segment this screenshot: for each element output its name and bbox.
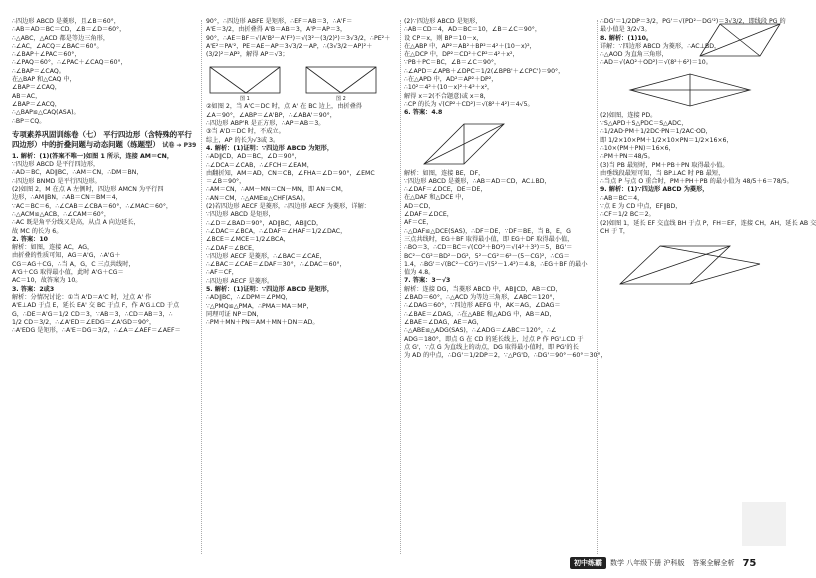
brand-logo: 初中练霸 — [570, 557, 606, 569]
text-line: ∴CP 的长为 √(CP²＋CD²)＝√(8²＋4²)＝4√5。 — [404, 100, 534, 108]
text-line: ∠BAP＝∠ACQ， — [12, 100, 61, 108]
text-line: 解析：连接 DG，当菱形 ABCD 中，AB∥CD，AB＝CD， — [404, 285, 562, 293]
text-line: ∴△AOD 为直角三角形， — [600, 51, 668, 59]
text-line: ∴AD∥CD，AD＝BC，∠D＝90°， — [206, 153, 301, 161]
text-line: ∴四边形 ABCD 是菱形，且∠B＝60°， — [12, 18, 120, 25]
column-4 — [600, 18, 816, 556]
text-line: 90°，∴AE＝BF＝√(A'B²－A'F²)＝√(3²－(3/2)²)＝3√3/2，∴PE²＋ — [206, 34, 391, 42]
text-line: ∵点 E 为 CD 中点，EF∥BD， — [600, 203, 682, 211]
text-line: ∴四边形 AECF 是菱形。 — [206, 277, 274, 285]
text-line: ∵△PMQ≌△PMA，∴PMA＝MA＝MP， — [206, 302, 313, 310]
text-line: ②如图 2，当 A'C＝DC 时，点 A' 在 BC 边上，由折叠得 — [206, 103, 362, 111]
text-line: ∴∠BAC＝∠CAE＝∠DAF＝30°，∴∠DAC＝60°， — [206, 261, 346, 269]
text-line: ∴PM＋MN＋PN＝AM＋MN＋DN＝AD。 — [206, 319, 319, 327]
svg-text:图 1: 图 1 — [240, 96, 250, 103]
text-line: ∴AD∥BC，∴∠DPM＝∠PMQ， — [206, 294, 292, 302]
watermark-icon — [740, 500, 788, 548]
text-line: ∴∠DAF＝∠BCE， — [206, 244, 259, 252]
text-line: ∠BAE＝∠DAG，AE＝AG， — [404, 318, 483, 326]
text-line: A'E²＝PA'²，PE＝AE－AP＝3√3/2－AP，∴(3√3/2－AP)²＋ — [206, 42, 373, 50]
text-line: ∴四边形 BNMD 是平行四边形。 — [12, 177, 101, 185]
text-line: 8. 解析：(1)10。 — [600, 34, 653, 42]
text-line: A'E＝3/2，由折叠得 A'B＝AB＝3，A'P＝AP＝3， — [206, 26, 347, 34]
text-line: ∴AN＝CM，∴△AME≌△CHF(ASA)。 — [206, 194, 310, 202]
section-title: 专项素养巩固训练卷（七） 平行四边形（含特殊的平行四边形）中的折叠问题与动态问题（练题型） 试卷 ➔ P39 — [12, 129, 197, 149]
text-line: ∴AD＝√(AO²＋OD²)＝√(8²＋6²)＝10。 — [600, 59, 712, 67]
text-line: (3)当 PB 最短时，PM＋PB＋PN 取得最小值。 — [600, 161, 729, 169]
text-line: ∴10²＝4²＋(10－x)²＋4²＋x²， — [404, 84, 494, 92]
text-line: (2)若四边形 AECF 是菱形，∴四边形 AECF 为菱形，详解： — [206, 203, 370, 211]
text-line: ∵四边形 AECF 是菱形，∴∠BAC＝∠CAE， — [206, 252, 326, 260]
text-line: ∴PM＋PN＝48/5。 — [600, 153, 654, 161]
text-line: (2)如图 2，M 在点 A 左侧时，四边形 AMCN 为平行四 — [12, 186, 164, 194]
text-line: 点 G'，∵点 G 为直线上的动点，DG 取得最小值时，即 PG'的长 — [404, 343, 579, 351]
book-info: 数学 八年级下册 沪科版 — [610, 559, 685, 567]
text-line: AD＝CD， — [404, 202, 435, 210]
text-line: ∴AM＝CN，∴AM－MN＝CN－MN，即 AN＝CM， — [206, 186, 348, 194]
column-3 — [404, 18, 607, 556]
text-line: CH 于 T， — [600, 227, 630, 235]
text-line: AF＝CE， — [404, 219, 433, 227]
text-line: ∴∠DAG＝60°，∵四边形 AEFG 中，AK＝AG，∠DAG＝ — [404, 302, 561, 310]
svg-text:图 2: 图 2 — [336, 96, 346, 103]
text-line: ∴∠DAF＝∠DCE，DE＝DE， — [404, 186, 487, 194]
text-line: AB＝AC， — [12, 92, 42, 100]
text-line: ∠BAD＝60°，∴△ACD 为等边三角形，∠ABC＝120°， — [404, 294, 559, 302]
text-line: 设 CP＝x，则 BP＝10－x， — [404, 34, 483, 42]
text-line: 即 1/2×10×PM＋1/2×10×PN＝1/2×16×6， — [600, 136, 733, 144]
text-line: A'E⊥AD 于点 E，延长 EA' 交 BC 于点 F，作 A'G⊥CD 于点 — [12, 302, 180, 310]
section-ref: 试卷 ➔ P39 — [162, 141, 197, 149]
text-line: ∴当点 P 与点 O 重合时，PM＋PH＋PB 的最小值为 48/5＋6＝78/5。 — [600, 178, 793, 186]
text-line: G，∴DE＝A'G＝1/2 CD＝3，∵AB＝3，∴CD＝AB＝3，∴ — [12, 310, 173, 318]
text-line: ∵S△APD＋S△PDC＝S△ADC， — [600, 120, 688, 128]
text-line: (2)∵四边形 ABCD 是矩形， — [404, 18, 482, 25]
text-line: ＝∠B＝90°， — [206, 178, 246, 186]
text-line: 为 AD 的中点，∴DG'＝1/2DP＝2，∵△PG'D，∴DG'＝90°－60°＝30°， — [404, 352, 607, 360]
column-divider — [201, 20, 202, 554]
figure-rhombus — [404, 120, 524, 168]
column-divider — [597, 20, 598, 554]
text-line: ∴△ACM≌△ACB，∴∠CAM＝60°， — [12, 210, 111, 218]
text-line: ∴△BAP≌△CAQ(ASA)。 — [12, 109, 80, 117]
text-line: ∴∠DCA＝∠CAB，∴∠FCH＝∠EAM， — [206, 161, 313, 169]
text-line: ∴∠BAP＝∠CAQ。 — [12, 67, 65, 75]
text-line: 边形，∴AM∥BN，∴AB＝CN＝BM＝4， — [12, 194, 122, 202]
answers-label: 答案全解全析 — [692, 559, 735, 567]
text-line: ∴CF＝1/2 BC＝2。 — [600, 211, 655, 219]
text-line: ∵PB＋PC＝BC，∠B＝∠C＝90°， — [404, 59, 501, 67]
text-line: BC²－CG²＝BD²－DG²，5²－CG²＝6²－(5－CG)²，∴CG＝ — [404, 252, 570, 260]
text-line: ∴∠AC，∠ACQ＝∠BAC＝60°。 — [12, 42, 103, 50]
text-line: ADG＝180°，即点 G 在 CD 的延长线上，过点 P 作 PG'⊥CD 于 — [404, 335, 584, 343]
text-line: ∴AD＝BC，AD∥BC，∴AM＝CN，∴DM＝BN， — [12, 169, 143, 177]
text-line: ∠A＝90°，∠ABP＝∠A'BP，∴∠ABA'＝90°， — [206, 111, 336, 119]
text-line: 3. 答案：2或3 — [12, 285, 55, 293]
text-line: CG＝AG＋CG，∴当 A，G，C 三点共线时， — [12, 260, 135, 268]
text-line: 6. 答案：4.8 — [404, 109, 443, 117]
text-line: ∴10×(PM＋PN)＝16×6， — [600, 144, 675, 152]
text-line: ∴△ABC，△ACD 都是等边三角形， — [12, 34, 110, 42]
text-line: ∴BO＝3，∴CD＝BC＝√(CO²＋BO²)＝√(4²＋3²)＝5，BG'＝ — [404, 244, 573, 252]
text-line: 详解：∵四边形 ABCD 为菱形，∴AC⊥BD， — [600, 42, 721, 50]
text-line: ③当 A'D＝DC 时，不成立。 — [206, 128, 285, 136]
text-line: ∠BAP＝∠CAQ， — [12, 84, 61, 92]
text-line: ∴△DAF≌△DCE(SAS)，∴DF＝DE，∵DF＝BE，当 B，E，G — [404, 227, 571, 235]
text-line: 在△BAP 和△CAQ 中， — [12, 76, 76, 84]
text-line: (2)如图，连接 PD。 — [600, 111, 657, 119]
text-line: ∴∠BAP＋∠PAC＝60°， — [12, 51, 81, 59]
text-line: ∴AB＝CD＝4，AD＝BC＝10，∠B＝∠C＝90°， — [404, 26, 542, 34]
text-line: ∴1/2AD·PM＋1/2DC·PN＝1/2AC·OD， — [600, 128, 712, 136]
text-line: ∴∠APD＝∠APB＋∠DPC＝1/2(∠BPB'＋∠CPC')＝90°， — [404, 67, 565, 75]
text-line: ∵AC＝BC＝6，∴∠CAB＝∠CBA＝60°，∴∠MAC＝60°， — [12, 202, 173, 210]
text-line: AC＝10，故答案为 10。 — [12, 277, 82, 285]
figure-rhombus-extended — [600, 238, 780, 288]
text-line: ∴在△APD 中，AD²＝AP²＋DP²， — [404, 76, 498, 84]
text-line: ∴∠BAE＝∠DAG，∴在△ABE 和△ADG 中，AB＝AD， — [404, 310, 556, 318]
text-line: 最小值是 3/2√3。 — [600, 26, 651, 34]
text-line: ∴△ABE≌△ADG(SAS)，∴∠ADG＝∠ABC＝120°，∴∠ — [404, 327, 557, 335]
text-line: 值为 4.8。 — [404, 269, 435, 277]
text-line: 4. 解析：(1)证明：∵四边形 ABCD 为矩形， — [206, 144, 334, 152]
text-line: ∴DG'＝1/2DP＝3/2，PG'＝√(PD²－DG'²)＝3√3/2，即线段 PG 的 — [600, 18, 786, 25]
text-line: 解析：分情况讨论：①当 A'D＝A'C 时，过点 A' 作 — [12, 293, 152, 301]
text-line: (3/2)²＝AP²，解得 AP＝√3； — [206, 51, 289, 59]
text-line: A'G＋CG 取得最小值，此时 A'G＋CG＝ — [12, 269, 124, 277]
text-line: 在△DAF 和△DCE 中， — [404, 194, 468, 202]
text-line: 1.4，∴BG'＝√(BC²－CG²)＝√(5²－1.4²)＝4.8，∴EG＋BF 的最小 — [404, 260, 588, 268]
text-line: 由折叠的性质可知，AG＝A'G，∴A'G＋ — [12, 252, 121, 260]
text-line: 故 MC 的长为 6。 — [12, 227, 63, 235]
figure-rhombus-diagonals — [600, 70, 780, 110]
text-line: 由翻折知，AM＝AD，CN＝CB，∠FHA＝∠D＝90°，∠EMC — [206, 169, 375, 177]
text-line: 同理可证 NP＝DN， — [206, 310, 263, 318]
text-line: ∵四边形 ABCD 是平行四边形， — [12, 161, 100, 169]
text-line: ∴AF＝CF， — [206, 269, 238, 277]
text-line: 由垂线段最短可知，当 BP⊥AC 时 PB 最短， — [600, 169, 725, 177]
text-line: 1. 解析：(1)(答案不唯一)如图 1 所示，连接 AM＝CN， — [12, 152, 174, 160]
text-line: ∵四边形 ABCD 是菱形，∴AB＝AD＝CD，AC⊥BD， — [404, 177, 551, 185]
text-line: ∴AB＝AD＝BC＝CD，∠B＝∠D＝60°， — [12, 26, 126, 34]
text-line: ∴四边形 ABP'R 是正方形，∴AP＝AB＝3。 — [206, 120, 325, 128]
text-line: ∴∠PAQ＝60°，∴∠PAC＋∠CAQ＝60°， — [12, 59, 127, 67]
text-line: 9. 解析：(1)∵四边形 ABCD 为菱形， — [600, 186, 709, 194]
text-line: 三点共线时，EG＋BF 取得最小值，即 EG＋DF 取得最小值， — [404, 235, 574, 243]
text-line: ∠DAF＝∠DCE， — [404, 211, 453, 219]
text-line: ∴BP＝CQ。 — [12, 117, 46, 125]
figure-rectangles-fold — [206, 61, 386, 101]
page-footer — [570, 556, 756, 570]
text-line: ∴A'EDG 是矩形，∴A'E＝DG＝3/2，∴∠A＝∠AEF＝∠AEF＝ — [12, 327, 181, 335]
column-divider — [400, 20, 401, 554]
page-number: 75 — [742, 557, 757, 569]
text-line: ∴AC 既是角平分线又是高，从点 A 向边延长， — [12, 219, 140, 227]
text-line: 5. 解析：(1)证明：∵四边形 ABCD 是矩形， — [206, 286, 334, 294]
column-2 — [206, 18, 396, 556]
text-line: 90°，∴四边形 ABFE 是矩形，∴EF＝AB＝3，∴A'F＝ — [206, 18, 353, 25]
text-line: 综上，AP 的长为√3或 3。 — [206, 136, 280, 144]
text-line: ∴AB＝BC＝4， — [600, 194, 644, 202]
text-line: 解析：如图，连接 AC，AG， — [12, 244, 94, 252]
text-line: 解得 x＝2(不合题意)或 x＝8， — [404, 92, 490, 100]
text-line: 1/2 CD＝3/2，∴∠A'ED＝∠EDG＝∠A'GD＝90°， — [12, 318, 156, 326]
column-1 — [12, 18, 198, 556]
text-line: ∴∠DAC＝∠BCA，∴∠DAF＝∠HAF＝1/2∠DAC， — [206, 227, 347, 235]
text-line: ∠BCE＝∠MCE＝1/2∠BCA， — [206, 236, 290, 244]
text-line: 解析：如图，连接 BE，DF， — [404, 169, 485, 177]
text-line: 7. 答案：3－√3 — [404, 277, 451, 285]
text-line: ∴∠D＝∠BAD＝90°，AD∥BC，AB∥CD， — [206, 219, 323, 227]
text-line: ∵四边形 ABCD 是矩形， — [206, 211, 275, 219]
text-line: 在△DCP 中，DP²＝CD²＋CP²＝4²＋x²， — [404, 51, 519, 59]
text-line: 在△ABP 中，AP²＝AB²＋BP²＝4²＋(10－x)²， — [404, 42, 536, 50]
text-line: (2)如图 1，延长 EF 交直线 BH 于点 P，FH＝EF，连接 CH，AH，延长 AB 交 — [600, 219, 816, 227]
text-line: 2. 答案：10 — [12, 235, 48, 243]
